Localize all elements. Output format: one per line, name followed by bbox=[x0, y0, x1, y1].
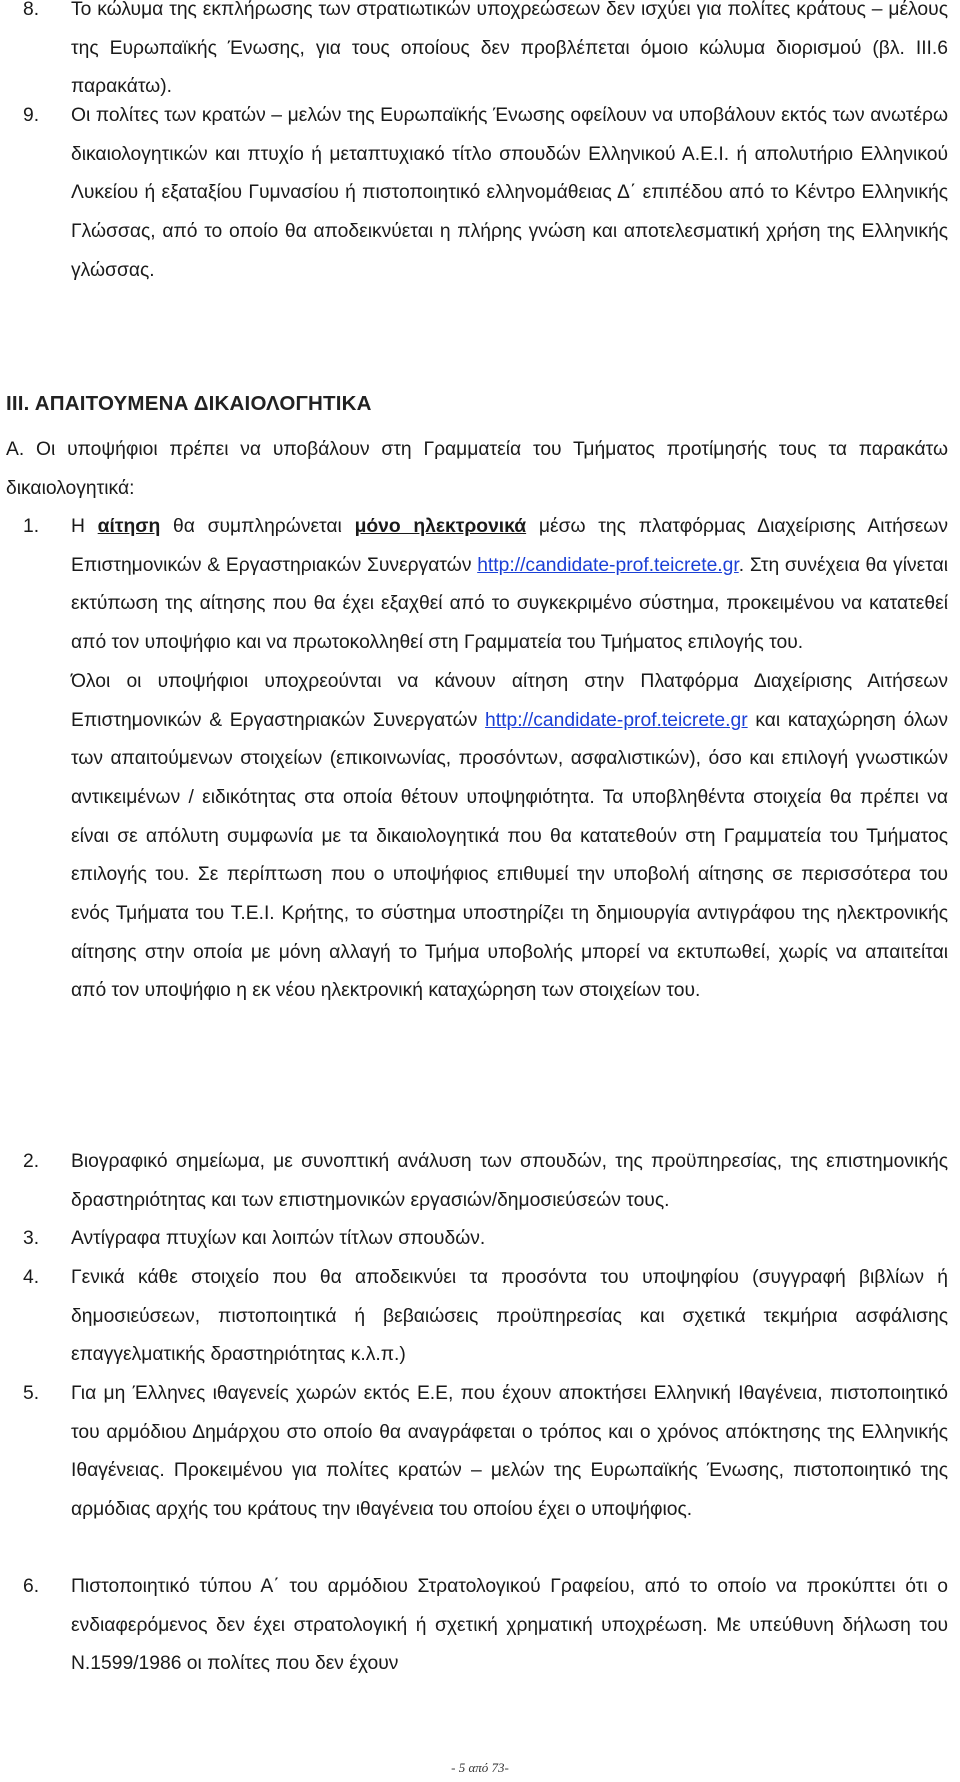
requirement-item-1 bbox=[0, 508, 948, 1011]
item-text-part: Η bbox=[71, 516, 98, 537]
item-number: 5. bbox=[23, 1383, 40, 1404]
item-text: Οι πολίτες των κρατών – μελών της Ευρωπαϊκής Ένωσης οφείλουν να υποβάλουν εκτός των ανωτέρω δικαιολογητικών και πτυχίο ή μεταπτυχιακό τίτλο σπουδών Ελληνικού Α.Ε.Ι. ή απολυτήριο Ελληνικού Λυκείου ή εξαταξίου Γυμνασίου ή πιστοποιητικό ελληνομάθειας Δ΄ επιπέδου από το Κέντρο Ελληνικής Γλώσσας, από το οποίο θα αποδεικνύεται η πλήρης γνώση και αποτελεσματική χρήση της Ελληνικής γλώσσας. bbox=[71, 105, 948, 281]
candidate-platform-link[interactable]: http://candidate-prof.teicrete.gr bbox=[477, 554, 739, 576]
item-text-part: . Στη συνέχεια θα γίνεται εκτύπωση της αίτησης που θα έχει εξαχθεί από το συγκεκριμένο σύστημα, προκειμένου να κατατεθεί από τον υποψήφιο και να πρωτοκολληθεί στη Γραμματεία του Τμήματος επιλογής του. bbox=[71, 554, 948, 654]
application-emphasis: αίτηση bbox=[97, 516, 161, 537]
item-text: Αντίγραφα πτυχίων και λοιπών τίτλων σπουδών. bbox=[71, 1228, 486, 1249]
item-number: 8. bbox=[23, 0, 40, 20]
item-text-part: θα συμπληρώνεται bbox=[160, 516, 355, 537]
requirement-item-6 bbox=[0, 1568, 948, 1684]
section-heading: ΙΙΙ. ΑΠΑΙΤΟΥΜΕΝΑ ΔΙΚΑΙΟΛΟΓΗΤΙΚΑ bbox=[6, 392, 372, 415]
item-number: 2. bbox=[23, 1151, 40, 1172]
electronic-only-emphasis: μόνο ηλεκτρονικά bbox=[354, 516, 527, 537]
section-intro: Α. Οι υποψήφιοι πρέπει να υποβάλουν στη Γραμματεία του Τμήματος προτίμησής τους τα παρακάτω δικαιολογητικά: bbox=[6, 439, 948, 499]
page-number-footer: - 5 από 73- bbox=[451, 1760, 509, 1775]
item-text: Βιογραφικό σημείωμα, με συνοπτική ανάλυση των σπουδών, της προϋπηρεσίας, της επιστημονικής δραστηριότητας και των επιστημονικών εργασιών/δημοσιεύσεών τους. bbox=[71, 1151, 948, 1211]
requirement-item-5 bbox=[0, 1375, 948, 1530]
item-text-part: Όλοι οι υποψήφιοι υποχρεούνται να κάνουν αίτηση στην Πλατφόρμα Διαχείρισης Αιτήσεων Επιστημονικών & Εργαστηριακών Συνεργατών bbox=[71, 670, 948, 731]
item-text: Το κώλυμα της εκπλήρωσης των στρατιωτικών υποχρεώσεων δεν ισχύει για πολίτες κράτους – μέλους της Ευρωπαϊκής Ένωσης, για τους οποίους δεν προβλέπεται όμοιο κώλυμα διορισμού (βλ. ΙΙΙ.6 παρακάτω). bbox=[71, 0, 948, 98]
item-text-part: και καταχώρηση όλων των απαιτούμενων στοιχείων (επικοινωνίας, προσόντων, ασφαλιστικών), όσο και επιλογή γνωστικών αντικειμένων / ειδικότητας στα οποία θέτουν υποψηφιότητα. Τα υποβληθέντα στοιχεία θα πρέπει να είναι σε απόλυτη συμφωνία με τα δικαιολογητικά που θα κατατεθούν στη Γραμματεία του Τμήματος επιλογής του. Σε περίπτωση που ο υποψήφιος επιθυμεί την υποβολή αίτησης σε περισσότερα του ενός Τμήματα του Τ.Ε.Ι. Κρήτης, το σύστημα υποστηρίζει τη δημιουργία αντιγράφου της ηλεκτρονικής αίτησης στην οποία με μόνη αλλαγή το Τμήμα υποβολής μπορεί να εκτυπωθεί, χωρίς να απαιτείται από τον υποψήφιο η εκ νέου ηλεκτρονική καταχώρηση των στοιχείων του. bbox=[71, 709, 948, 1002]
item-number: 6. bbox=[23, 1576, 40, 1597]
item-text: Γενικά κάθε στοιχείο που θα αποδεικνύει τα προσόντα του υποψηφίου (συγγραφή βιβλίων ή δημοσιεύσεων, πιστοποιητικά ή βεβαιώσεις προϋπηρεσίας και σχετικά τεκμήρια ασφάλισης επαγγελματικής δραστηριότητας κ.λ.π.) bbox=[71, 1267, 948, 1366]
item-text-part: μέσω της πλατφόρμας Διαχείρισης Αιτήσεων Επιστημονικών & Εργαστηριακών Συνεργατών bbox=[71, 516, 949, 576]
requirement-item-4 bbox=[0, 1259, 948, 1375]
item-number: 4. bbox=[23, 1267, 40, 1288]
intro-item-9 bbox=[0, 97, 948, 291]
item-number: 9. bbox=[23, 105, 40, 126]
candidate-platform-link[interactable]: http://candidate-prof.teicrete.gr bbox=[485, 709, 748, 731]
requirement-item-2 bbox=[0, 1143, 948, 1220]
item-text: Για μη Έλληνες ιθαγενείς χωρών εκτός Ε.Ε, που έχουν αποκτήσει Ελληνική Ιθαγένεια, πιστοποιητικό του αρμόδιου Δημάρχου στο οποίο θα αναγράφεται ο τρόπος και ο χρόνος απόκτησης της Ελληνικής Ιθαγένειας. Προκειμένου για πολίτες κρατών – μελών της Ευρωπαϊκής Ένωσης, πιστοποιητικό της αρμόδιας αρχής του κράτους την ιθαγένεια του οποίου έχει ο υποψήφιος. bbox=[71, 1383, 948, 1521]
intro-item-8 bbox=[0, 0, 948, 107]
item-number: 1. bbox=[23, 516, 40, 537]
item-text: Πιστοποιητικό τύπου Α΄ του αρμόδιου Στρατολογικού Γραφείου, από το οποίο να προκύπτει ότι ο ενδιαφερόμενος δεν έχει στρατολογική ή σχετική χρηματική υποχρέωση. Με υπεύθυνη δήλωση του Ν.1599/1986 οι πολίτες που δεν έχουν bbox=[71, 1576, 948, 1675]
requirement-item-3 bbox=[0, 1220, 948, 1259]
item-number: 3. bbox=[23, 1228, 40, 1249]
